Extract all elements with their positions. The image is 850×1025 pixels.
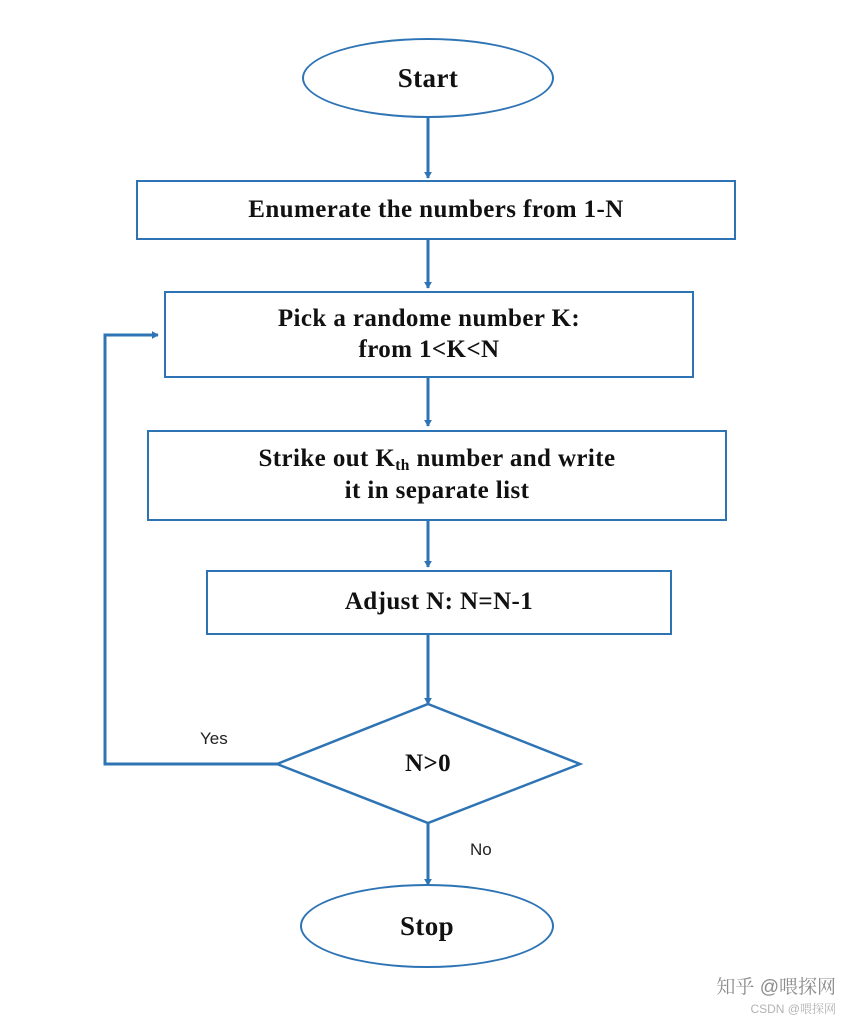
- edge-decision-yes-loop: [105, 335, 277, 764]
- node-start[interactable]: [302, 38, 554, 118]
- node-strike[interactable]: [147, 430, 727, 521]
- node-adjust[interactable]: [206, 570, 672, 635]
- watermark-main: 知乎 @喂探网: [716, 977, 836, 998]
- node-decision[interactable]: [348, 740, 508, 788]
- node-decision-label: N>0: [405, 749, 451, 777]
- node-enumerate[interactable]: [136, 180, 736, 240]
- node-adjust-label: Adjust N: N=N-1: [344, 588, 534, 616]
- edge-label-yes: Yes: [200, 729, 228, 748]
- node-stop-label: Stop: [399, 910, 455, 941]
- node-stop[interactable]: [300, 884, 554, 968]
- node-enumerate-label: Enumerate the numbers from 1-N: [248, 195, 624, 223]
- edge-label-no: No: [470, 840, 492, 859]
- watermark-sub: CSDN @喂探网: [750, 1002, 836, 1016]
- node-pick-label: Pick a randome number K: from 1<K<N: [277, 305, 581, 363]
- watermark: [716, 972, 836, 1017]
- node-pick[interactable]: [164, 291, 694, 378]
- node-strike-label: Strike out $K_{th}$ number and write it in separate list: [258, 445, 616, 505]
- node-start-label: Start: [397, 62, 459, 93]
